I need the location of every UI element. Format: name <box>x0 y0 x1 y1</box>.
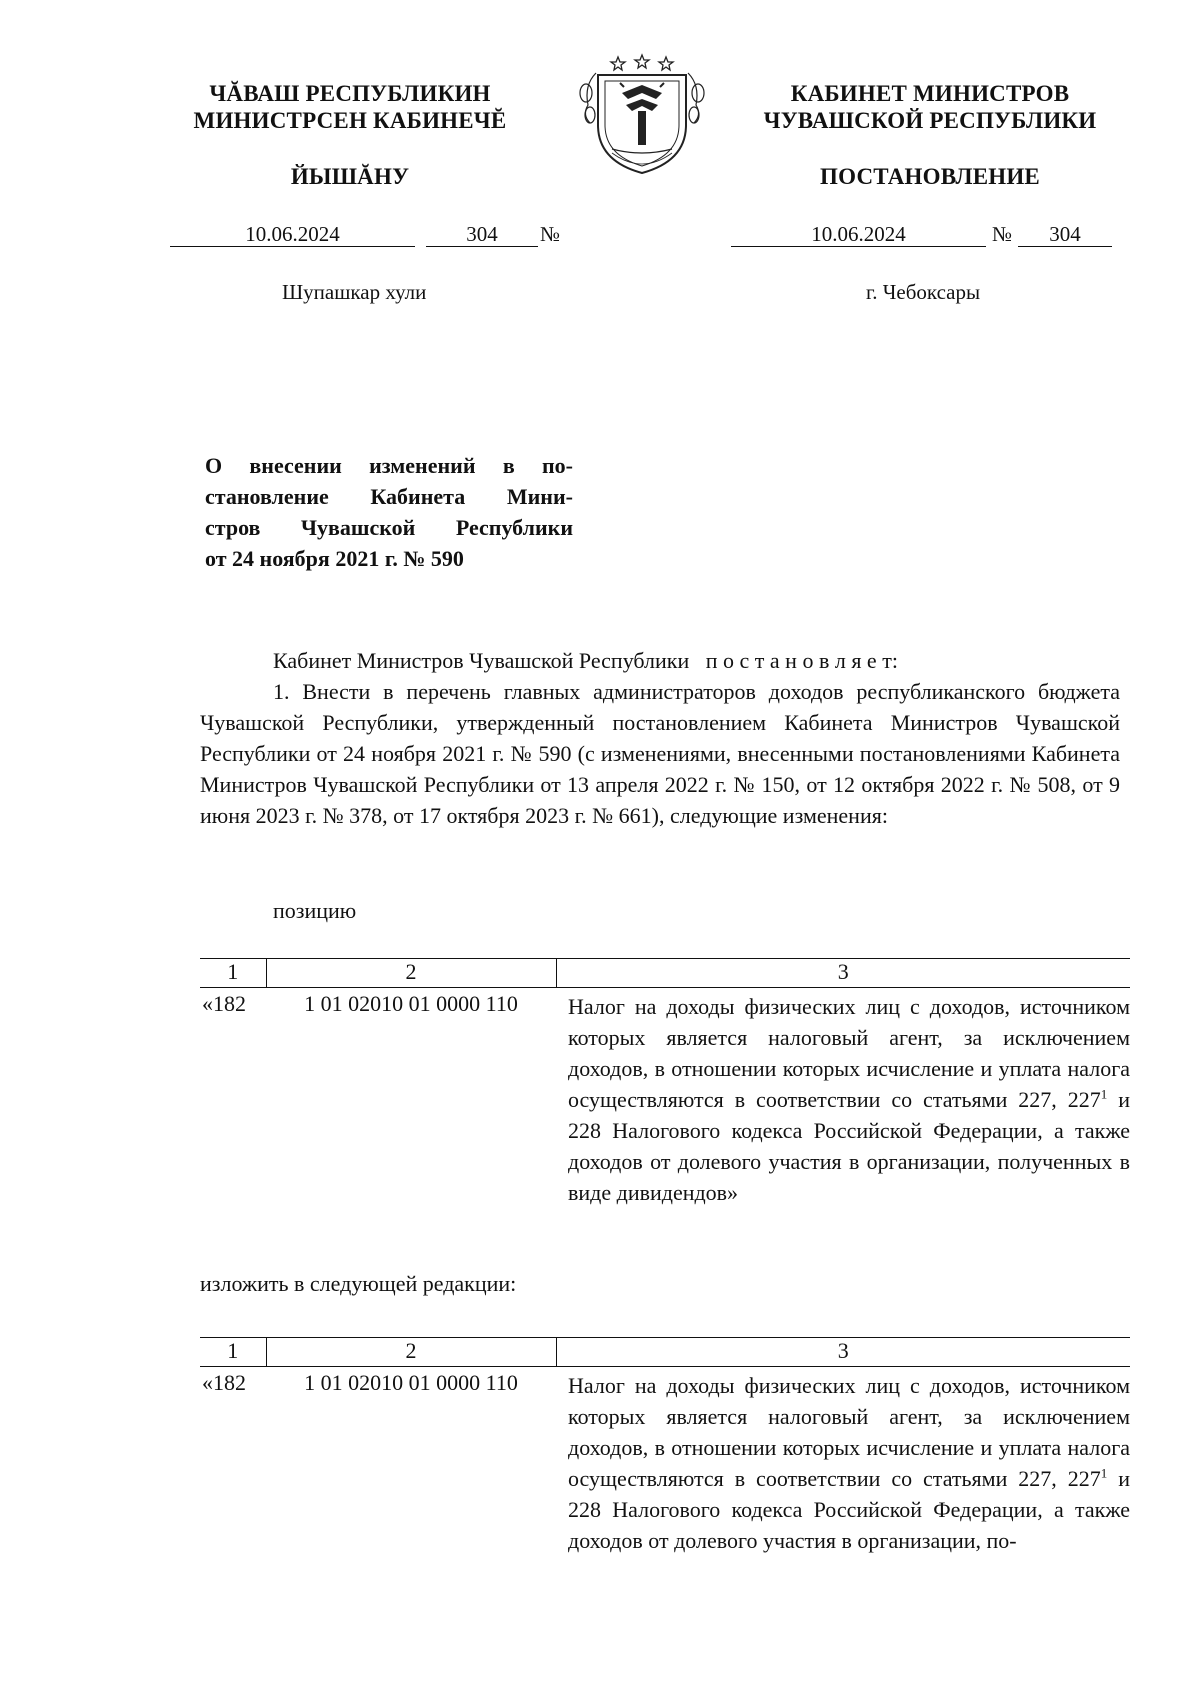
header-left-doc-type: ЙЫШĂНУ <box>290 164 410 189</box>
table-old-position <box>200 958 1130 1208</box>
table-old-header-col2: 2 <box>266 959 556 988</box>
coat-of-arms-icon <box>572 53 712 177</box>
subject-line3: стров Чувашской Республики <box>205 515 573 540</box>
table-new-desc-sup: 1 <box>1100 1465 1108 1481</box>
table-old-revenue-code: 1 01 02010 01 0000 110 <box>304 991 518 1016</box>
left-date: 10.06.2024 <box>170 222 415 247</box>
table-new-row <box>200 1367 1130 1557</box>
table-old-desc-sup: 1 <box>1100 1086 1108 1102</box>
place-left: Шупашкар хули <box>282 280 427 304</box>
resolution-item-1: 1. Внести в перечень главных администраторов доходов республиканского бюджета Чувашской Республики, утвержденный постановлением Кабинета Министров Чувашской Республики от 24 ноября 2021 г. № 590 (с изменениями, внесенными постановлениями Кабинета Министров Чувашской Республики от 13 апреля 2022 г. № 150, от 12 октября 2022 г. № 508, от 9 июня 2023 г. № 378, от 17 октября 2023 г. № 661), следующие изменения: <box>200 679 1120 828</box>
subject-line2: становление Кабинета Мини- <box>205 484 573 509</box>
header-right-org <box>730 80 1130 134</box>
table-old-header-col3: 3 <box>556 959 1130 988</box>
table-old-row <box>200 988 1130 1209</box>
table-new-position <box>200 1337 1130 1556</box>
table-new-admin-code: «182 <box>202 1370 246 1395</box>
place-right: г. Чебоксары <box>866 280 981 304</box>
table-new-description <box>556 1367 1130 1557</box>
right-date: 10.06.2024 <box>731 222 986 247</box>
resolution-intro: Кабинет Министров Чувашской Республики п о с т а н о в л я е т: <box>273 648 898 673</box>
table-old-desc-part2: и 228 Налогового кодекса Российской Федерации, а также доходов от долевого участия в организации, полученных в виде дивидендов» <box>568 1087 1130 1205</box>
header-left-line2: МИНИСТРСЕН КАБИНЕЧĔ <box>193 108 507 133</box>
header-left-org <box>150 80 550 134</box>
table-new-header-row <box>200 1338 1130 1367</box>
table-new-header-col3: 3 <box>556 1338 1130 1367</box>
header-right-line2: ЧУВАШСКОЙ РЕСПУБЛИКИ <box>763 108 1097 133</box>
coat-of-arms-graphic <box>572 53 712 177</box>
left-number: 304 <box>426 222 538 247</box>
table-new-revenue-code: 1 01 02010 01 0000 110 <box>304 1370 518 1395</box>
table-old-admin-code: «182 <box>202 991 246 1016</box>
document-subject <box>205 450 573 574</box>
position-label: позицию <box>273 898 357 923</box>
left-no-sign: № <box>540 222 561 246</box>
table-new-desc-part1: Налог на доходы физических лиц с доходов, источником которых является налоговый агент, за исключением доходов, в отношении которых исчисление и уплата налога осуществляются в соответствии со статьями 227, 227 <box>568 1373 1130 1491</box>
subject-line4: от 24 ноября 2021 г. № 590 <box>205 546 464 571</box>
right-number: 304 <box>1018 222 1112 247</box>
table-old-description <box>556 988 1130 1209</box>
restate-label: изложить в следующей редакции: <box>200 1271 517 1296</box>
header-right-doc-type: ПОСТАНОВЛЕНИЕ <box>820 164 1040 189</box>
right-no-sign: № <box>992 222 1013 246</box>
table-old-header-col1: 1 <box>200 959 266 988</box>
subject-line1: О внесении изменений в по- <box>205 453 573 478</box>
header-left-line1: ЧĂВАШ РЕСПУБЛИКИН <box>209 81 491 106</box>
table-old-desc-part1: Налог на доходы физических лиц с доходов, источником которых является налоговый агент, за исключением доходов, в отношении которых исчисление и уплата налога осуществляются в соответствии со статьями 227, 227 <box>568 994 1130 1112</box>
table-new-header-col1: 1 <box>200 1338 266 1367</box>
table-new-desc-part2: и 228 Налогового кодекса Российской Федерации, а также доходов от долевого участия в организации, по- <box>568 1466 1130 1553</box>
header-right-line1: КАБИНЕТ МИНИСТРОВ <box>790 81 1070 106</box>
table-old-header-row <box>200 959 1130 988</box>
table-new-header-col2: 2 <box>266 1338 556 1367</box>
